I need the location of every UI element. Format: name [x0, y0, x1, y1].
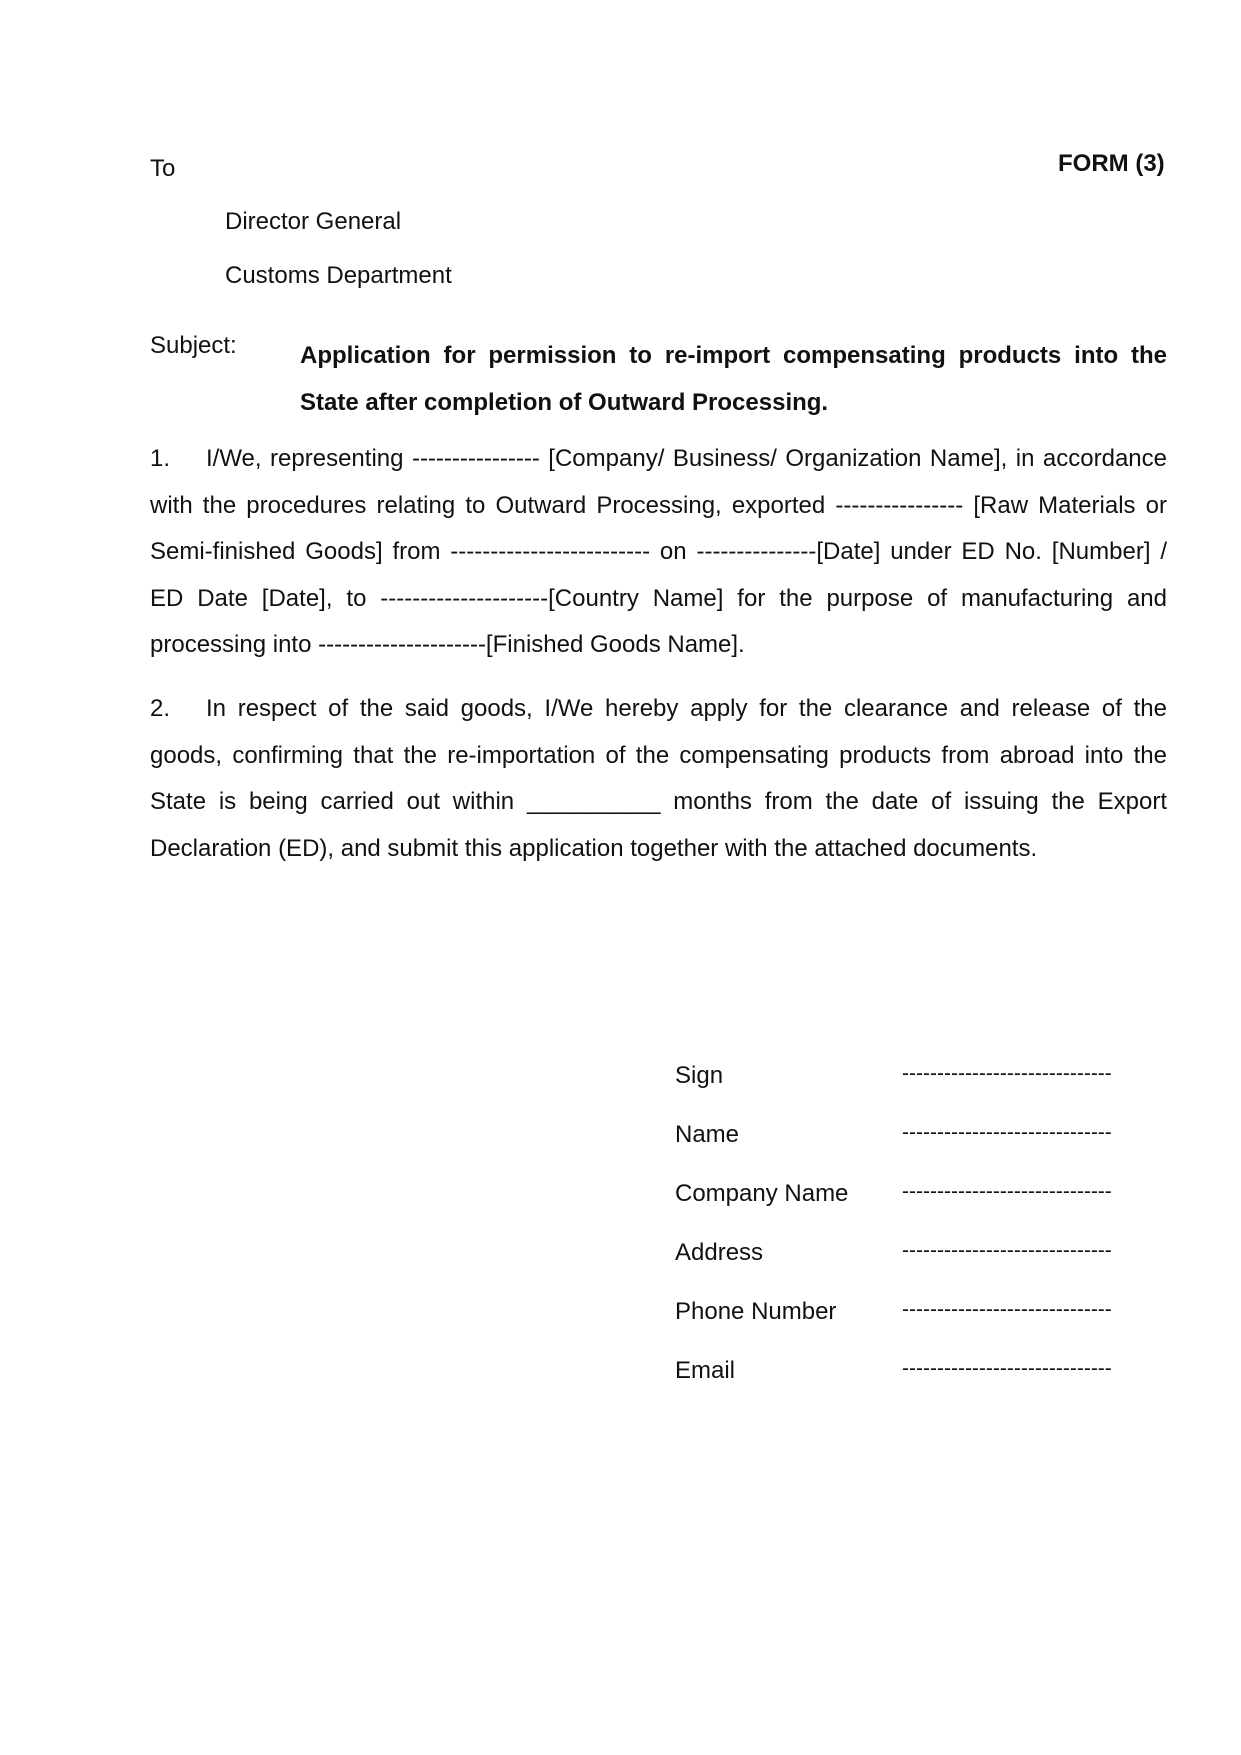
address-label: Address — [675, 1239, 764, 1266]
signature-row-address — [675, 1239, 1165, 1298]
sign-field[interactable]: ------------------------------ — [902, 1062, 1112, 1085]
signature-block — [675, 1062, 1165, 1416]
paragraph-number: 1. — [150, 445, 171, 472]
paragraph-1 — [150, 436, 1167, 669]
phone-number-field[interactable]: ------------------------------ — [902, 1298, 1112, 1321]
address-field[interactable]: ------------------------------ — [902, 1239, 1112, 1262]
to-label: To — [150, 155, 176, 182]
form-number: FORM (3) — [1058, 150, 1165, 177]
signature-row-email — [675, 1357, 1165, 1416]
paragraph-text: In respect of the said goods, I/We hereby apply for the clearance and release of the goods, confirming that the re-importation of the compensating products from abroad into the State is being carried out within __________ months from the date of issuing the Export Declaration (ED), and submit this application together with the attached documents. — [150, 695, 1167, 862]
subject-text: Application for permission to re-import compensating products into the State after completion of Outward Processing. — [300, 342, 1167, 416]
sign-label: Sign — [675, 1062, 724, 1089]
email-field[interactable]: ------------------------------ — [902, 1357, 1112, 1380]
paragraph-number: 2. — [150, 695, 171, 722]
subject-label: Subject: — [150, 332, 237, 359]
name-field[interactable]: ------------------------------ — [902, 1121, 1112, 1144]
addressee-department: Customs Department — [225, 262, 452, 289]
signature-row-phone — [675, 1298, 1165, 1357]
signature-row-company — [675, 1180, 1165, 1239]
company-name-field[interactable]: ------------------------------ — [902, 1180, 1112, 1203]
signature-row-sign — [675, 1062, 1165, 1121]
phone-number-label: Phone Number — [675, 1298, 837, 1325]
paragraph-text: I/We, representing ---------------- [Company/ Business/ Organization Name], in accordance with the procedures relating to Outward Processing, exported ---------------- [Raw Materials or Semi-finished Goods] from ------------------------- on ---------------[Date] under ED No. [Number] / ED Date [Date], to ---------------------[Country Name] for the purpose of manufacturing and processing into ---------------------[Finished Goods Name]. — [150, 445, 1167, 659]
addressee-title: Director General — [225, 208, 402, 235]
signature-row-name — [675, 1121, 1165, 1180]
company-name-label: Company Name — [675, 1180, 849, 1207]
paragraph-2 — [150, 686, 1167, 872]
name-label: Name — [675, 1121, 740, 1148]
email-label: Email — [675, 1357, 736, 1384]
